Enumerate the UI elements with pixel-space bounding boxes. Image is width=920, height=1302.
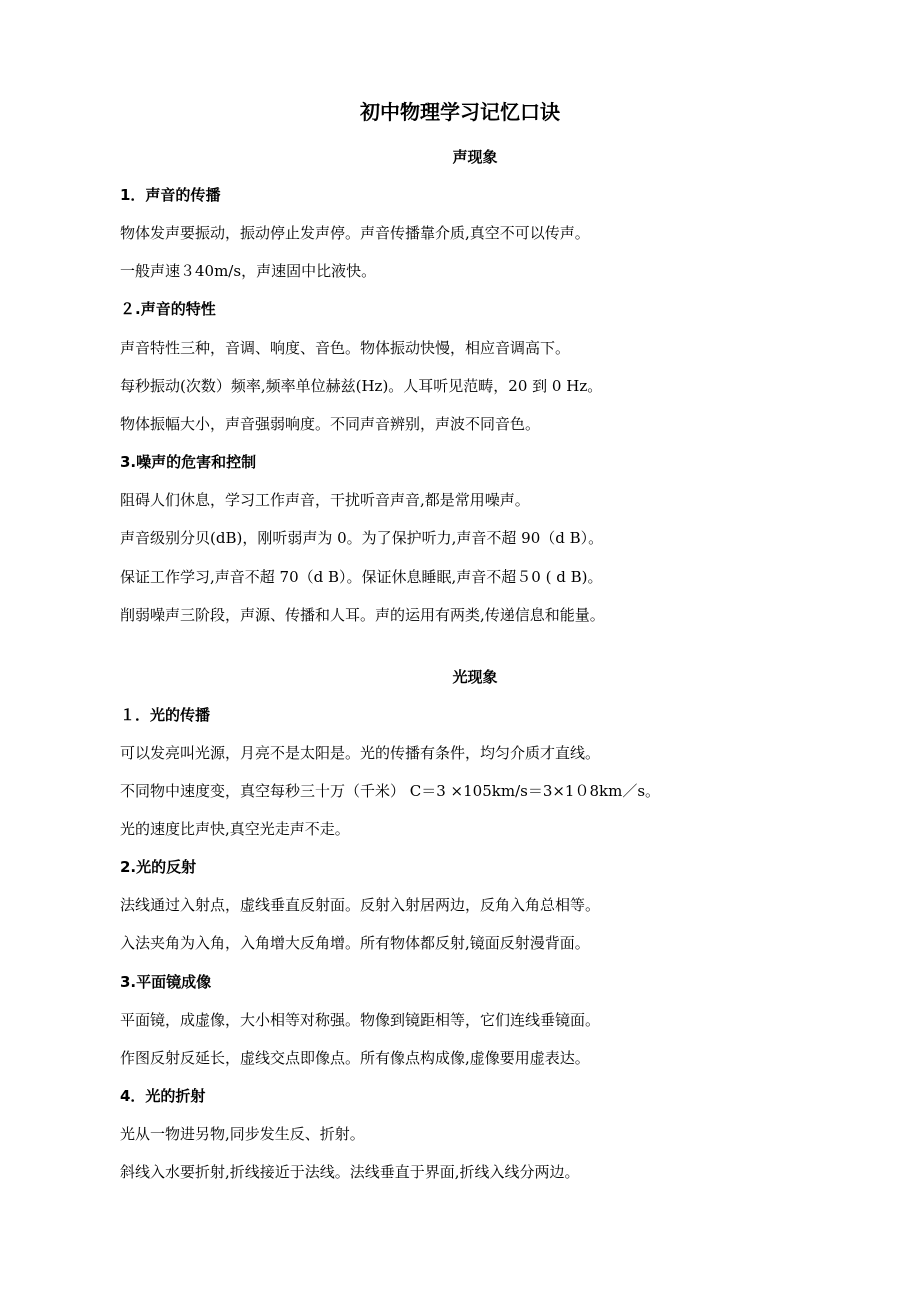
text-line: 平面镜，成虚像，大小相等对称强。物像到镜距相等，它们连线垂镜面。 [120, 1011, 601, 1029]
text-line: 光的速度比声快,真空光走声不走。 [120, 820, 350, 838]
text-line: 声音级别分贝(dB)，刚听弱声为 0。为了保护听力,声音不超 90（d B）。 [120, 529, 604, 547]
heading-light-propagation: １．光的传播 [120, 706, 211, 724]
text-line: 不同物中速度变，真空每秒三十万（千米） C＝3 ×105km/s＝3×1０8km／s。 [120, 782, 661, 800]
section-title-sound: 声现象 [452, 148, 498, 166]
text-line: 一般声速３40m/s，声速固中比液快。 [120, 262, 377, 280]
text-line: 声音特性三种，音调、响度、音色。物体振动快慢，相应音调高下。 [120, 339, 571, 357]
text-line: 每秒振动(次数）频率,频率单位赫兹(Hz)。人耳听见范畴，20 到 0 Hz。 [120, 377, 603, 395]
section-title-light: 光现象 [452, 668, 498, 686]
text-line: 削弱噪声三阶段，声源、传播和人耳。声的运用有两类,传递信息和能量。 [120, 606, 605, 624]
heading-sound-properties: ２.声音的特性 [120, 300, 216, 318]
heading-sound-propagation: 1．声音的传播 [120, 186, 221, 204]
text-line: 法线通过入射点，虚线垂直反射面。反射入射居两边，反角入角总相等。 [120, 896, 601, 914]
text-line: 物体发声要振动，振动停止发声停。声音传播靠介质,真空不可以传声。 [120, 224, 590, 242]
text-line: 保证工作学习,声音不超 70（d B）。保证休息睡眠,声音不超５0 ( d B)。 [120, 568, 603, 586]
heading-plane-mirror: 3.平面镜成像 [120, 973, 212, 991]
heading-light-reflection: 2.光的反射 [120, 858, 197, 876]
text-line: 阻碍人们休息，学习工作声音，干扰听音声音,都是常用噪声。 [120, 491, 530, 509]
text-line: 可以发亮叫光源，月亮不是太阳是。光的传播有条件，均匀介质才直线。 [120, 744, 601, 762]
text-line: 入法夹角为入角，入角增大反角增。所有物体都反射,镜面反射漫背面。 [120, 934, 590, 952]
text-line: 物体振幅大小，声音强弱响度。不同声音辨别，声波不同音色。 [120, 415, 541, 433]
document-title: 初中物理学习记忆口诀 [360, 100, 560, 124]
heading-noise-control: 3.噪声的危害和控制 [120, 453, 257, 471]
text-line: 作图反射反延长，虚线交点即像点。所有像点构成像,虚像要用虚表达。 [120, 1049, 590, 1067]
text-line: 光从一物进另物,同步发生反、折射。 [120, 1125, 365, 1143]
text-line: 斜线入水要折射,折线接近于法线。法线垂直于界面,折线入线分两边。 [120, 1163, 580, 1181]
heading-light-refraction: 4．光的折射 [120, 1087, 206, 1105]
